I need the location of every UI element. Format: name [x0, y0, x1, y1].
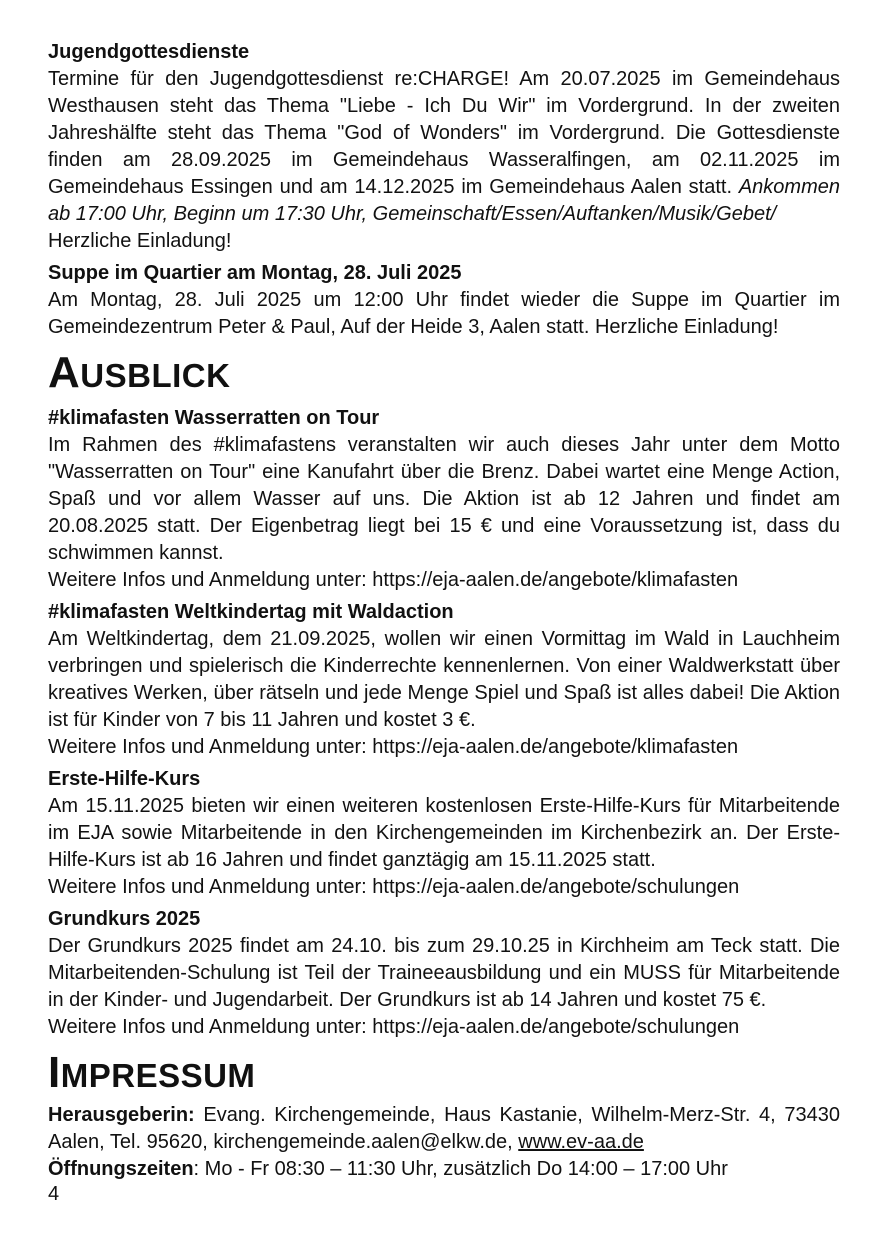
item-title: Grundkurs 2025 [48, 908, 201, 930]
item-info-link[interactable]: Weitere Infos und Anmeldung unter: https://eja-aalen.de/angebote/schulungen [48, 1016, 740, 1038]
item-body: Am 15.11.2025 bieten wir einen weiteren kostenlosen Erste-Hilfe-Kurs für Mitarbeitende im EJA sowie Mitarbeitende in den Kirchengemeinden im Kirchenbezirk an. Der Erste-Hilfe-Kurs ist ab 16 Jahren und findet ganztägig am 15.11.2025 statt. [48, 795, 840, 871]
ausblick-item [48, 905, 840, 1041]
item-title: #klimafasten Wasserratten on Tour [48, 407, 380, 429]
page-number: 4 [48, 1183, 60, 1205]
heading-rest: MPRESSUM [60, 1057, 256, 1094]
hours-label: Öffnungszeiten [48, 1158, 194, 1180]
item-body: Am Montag, 28. Juli 2025 um 12:00 Uhr findet wieder die Suppe im Quartier im Gemeindezentrum Peter & Paul, Auf der Heide 3, Aalen statt. Herzliche Einladung! [48, 289, 840, 338]
item-body [48, 66, 840, 255]
body-italic-text: Ankommen ab 17:00 Uhr, Beginn um 17:30 Uhr, Gemeinschaft/Essen/Auftanken/Musik/Gebet/ [48, 176, 840, 225]
heading-initial: A [48, 348, 81, 397]
ausblick-item [48, 598, 840, 761]
publisher-text: Evang. Kirchengemeinde, Haus Kastanie, Wilhelm-Merz-Str. 4, 73430 Aalen, Tel. 95620, kirchengemeinde.aalen@elkw.de, [48, 1104, 840, 1153]
item-title: Suppe im Quartier am Montag, 28. Juli 2025 [48, 262, 462, 284]
item-body: Der Grundkurs 2025 findet am 24.10. bis zum 29.10.25 in Kirchheim am Teck statt. Die Mitarbeitenden-Schulung ist Teil der Traineeausbildung und ein MUSS für Mitarbeitende in der Kinder- und Jugendarbeit. Der Grundkurs ist ab 14 Jahren und kostet 75 €. [48, 935, 840, 1011]
body-closing-text: Herzliche Einladung! [48, 230, 232, 252]
publisher-label: Herausgeberin: [48, 1104, 195, 1126]
body-text: Termine für den Jugendgottesdienst re:CHARGE! Am 20.07.2025 im Gemeindehaus Westhausen steht das Thema "Liebe - Ich Du Wir" im Vordergrund. In der zweiten Jahreshälfte steht das Thema "God of Wonders" im Vordergrund. Die Gottesdienste finden am 28.09.2025 im Gemeindehaus Wasseralfingen, am 02.11.2025 im Gemeindehaus Essingen und am 14.12.2025 im Gemeindehaus Aalen statt. [48, 68, 840, 198]
ausblick-item [48, 404, 840, 594]
item-body: Am Weltkindertag, dem 21.09.2025, wollen wir einen Vormittag im Wald in Lauchheim verbringen und spielerisch die Kinderrechte kennenlernen. Von einer Waldwerkstatt über kreatives Werken, über rätseln und jede Menge Spiel und Spaß ist alles dabei! Die Aktion ist für Kinder von 7 bis 11 Jahren und kostet 3 €. [48, 628, 840, 731]
ausblick-item [48, 765, 840, 901]
section-heading-ausblick [48, 349, 840, 400]
impressum-publisher [48, 1102, 840, 1156]
section-heading-impressum [48, 1049, 840, 1100]
item-info-link[interactable]: Weitere Infos und Anmeldung unter: https://eja-aalen.de/angebote/klimafasten [48, 569, 739, 591]
item-title: Jugendgottesdienste [48, 41, 250, 63]
item-body: Im Rahmen des #klimafastens veranstalten wir auch dieses Jahr unter dem Motto "Wasserratten on Tour" eine Kanufahrt über die Brenz. Dabei wartet eine Menge Action, Spaß und vor allem Wasser auf uns. Die Aktion ist ab 12 Jahren und findet am 20.08.2025 statt. Der Eigenbetrag liegt bei 15 € und eine Voraussetzung ist, dass du schwimmen kannst. [48, 434, 840, 564]
item-title: Erste-Hilfe-Kurs [48, 768, 201, 790]
heading-rest: USBLICK [80, 357, 231, 394]
item-title: #klimafasten Weltkindertag mit Waldaction [48, 601, 454, 623]
document-page [48, 34, 840, 1183]
heading-initial: I [48, 1048, 61, 1097]
website-link[interactable]: www.ev-aa.de [518, 1131, 644, 1153]
item-suppe [48, 259, 840, 341]
item-jugendgottesdienste [48, 38, 840, 255]
item-info-link[interactable]: Weitere Infos und Anmeldung unter: https://eja-aalen.de/angebote/klimafasten [48, 736, 739, 758]
impressum-hours [48, 1156, 840, 1183]
hours-text: : Mo - Fr 08:30 – 11:30 Uhr, zusätzlich Do 14:00 – 17:00 Uhr [193, 1158, 728, 1180]
item-info-link[interactable]: Weitere Infos und Anmeldung unter: https://eja-aalen.de/angebote/schulungen [48, 876, 740, 898]
